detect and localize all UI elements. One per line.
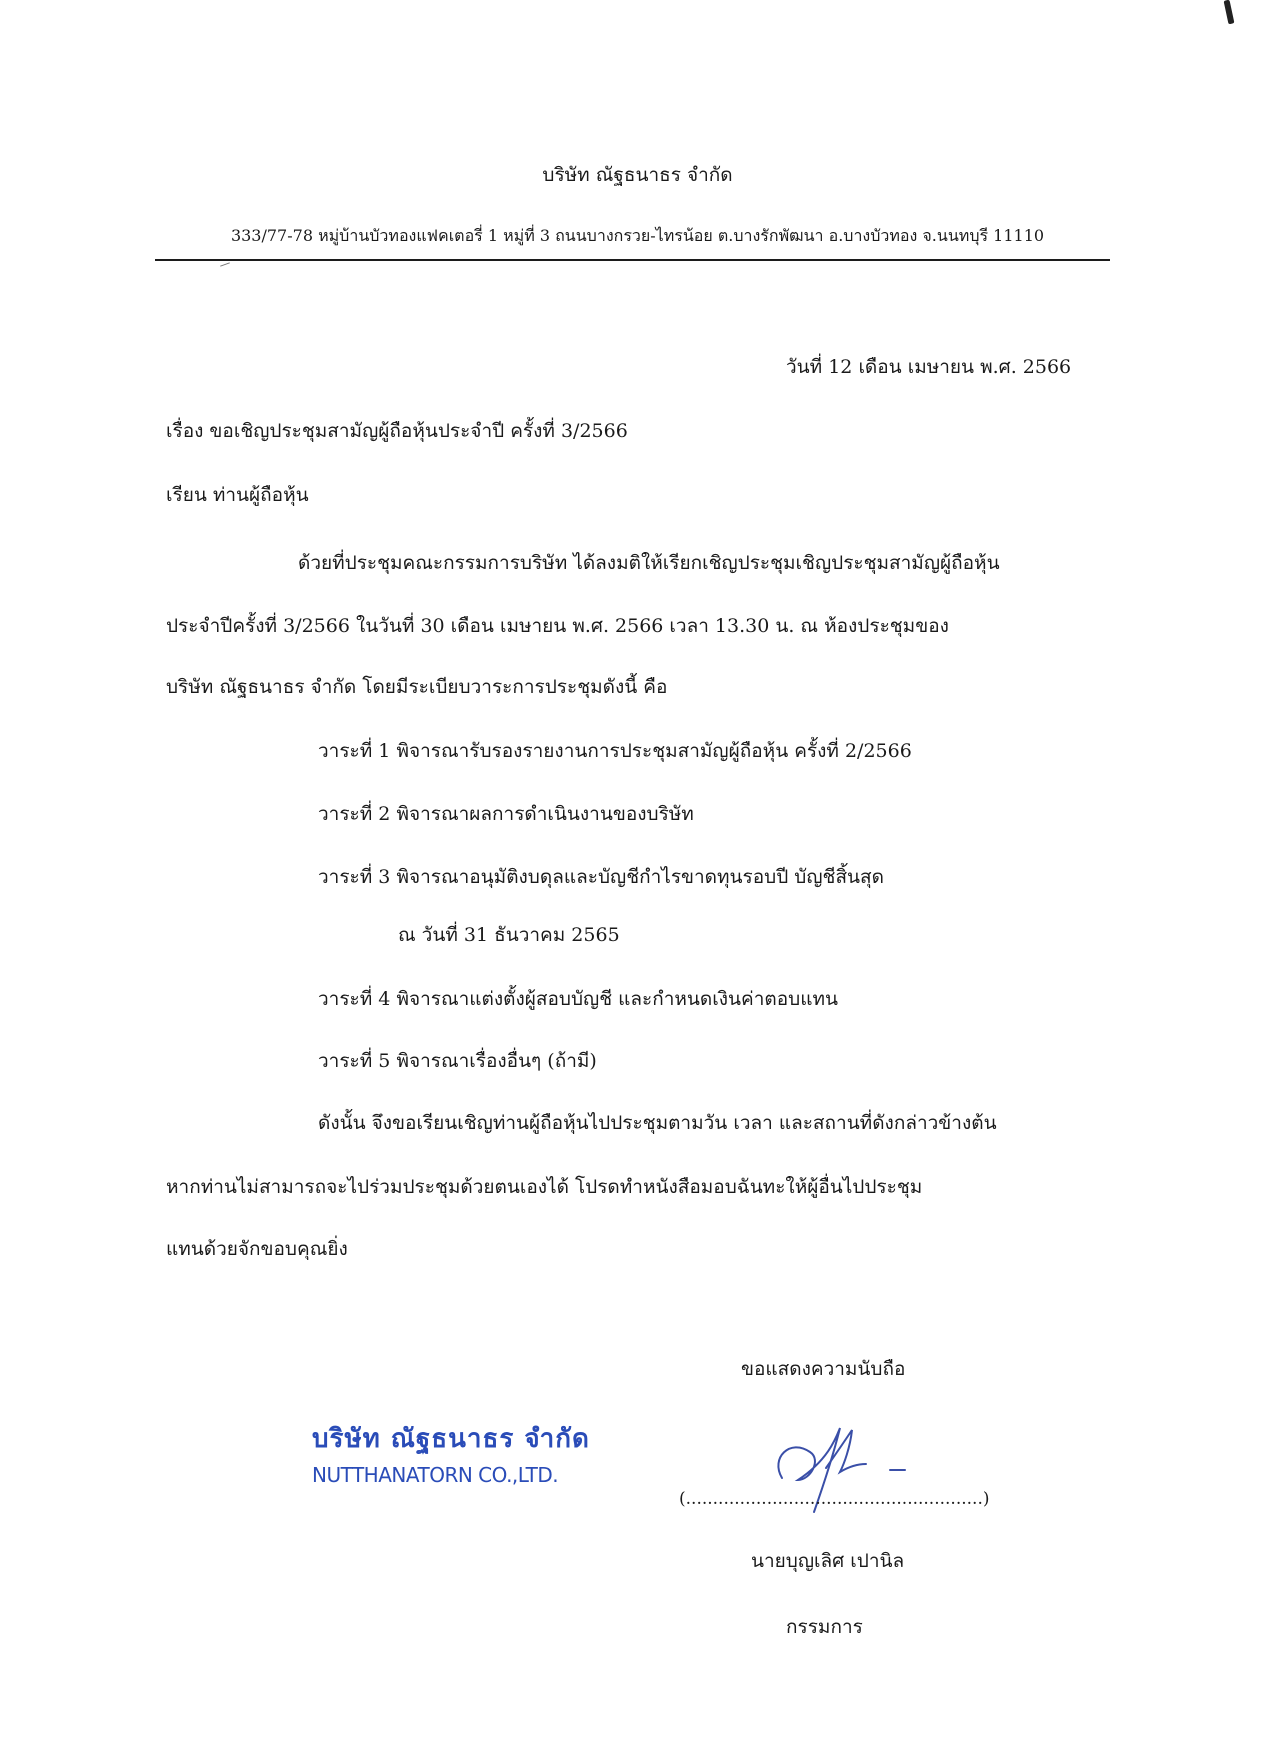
stamp-english-name: NUTTHANATORN CO.,LTD. (312, 1463, 559, 1487)
agenda-item-3-continuation: ณ วันที่ 31 ธันวาคม 2565 (398, 924, 620, 946)
scan-artifact-tick (220, 262, 230, 266)
letter-date: วันที่ 12 เดือน เมษายน พ.ศ. 2566 (786, 356, 1072, 378)
body-line-3: บริษัท ณัฐธนาธร จำกัด โดยมีระเบียบวาระการประชุมดังนี้ คือ (166, 676, 668, 698)
body-line-1: ด้วยที่ประชุมคณะกรรมการบริษัท ได้ลงมติให้เรียกเชิญประชุมเชิญประชุมสามัญผู้ถือหุ้น (298, 552, 1000, 574)
closing-line-1: ดังนั้น จึงขอเรียนเชิญท่านผู้ถือหุ้นไปประชุมตามวัน เวลา และสถานที่ดังกล่าวข้างต้น (318, 1112, 997, 1134)
agenda-item-1: วาระที่ 1 พิจารณารับรองรายงานการประชุมสามัญผู้ถือหุ้น ครั้งที่ 2/2566 (318, 740, 912, 762)
stamp-thai-name: บริษัท ณัฐธนาธร จำกัด (312, 1424, 590, 1454)
header-divider (155, 259, 1110, 261)
agenda-item-2: วาระที่ 2 พิจารณาผลการดำเนินงานของบริษัท (318, 803, 694, 825)
agenda-item-3: วาระที่ 3 พิจารณาอนุมัติงบดุลและบัญชีกำไรขาดทุนรอบปี บัญชีสิ้นสุด (318, 866, 884, 888)
body-line-2: ประจำปีครั้งที่ 3/2566 ในวันที่ 30 เดือน เมษายน พ.ศ. 2566 เวลา 13.30 น. ณ ห้องประชุมของ (166, 615, 949, 637)
letter-subject: เรื่อง ขอเชิญประชุมสามัญผู้ถือหุ้นประจำปี ครั้งที่ 3/2566 (166, 420, 628, 442)
company-name-header: บริษัท ณัฐธนาธร จำกัด (542, 164, 733, 186)
regards-text: ขอแสดงความนับถือ (741, 1358, 906, 1380)
closing-line-3: แทนด้วยจักขอบคุณยิ่ง (166, 1238, 348, 1260)
letter-recipient: เรียน ท่านผู้ถือหุ้น (166, 484, 309, 506)
signer-name: นายบุญเลิศ เปานิล (751, 1550, 905, 1572)
company-stamp (312, 1418, 590, 1487)
signature-stroke-mid (826, 1430, 866, 1472)
scan-artifact-mark (1224, 0, 1235, 24)
company-address: 333/77-78 หมู่บ้านบัวทองแฟคเตอรี่ 1 หมู่ที่ 3 ถนนบางกรวย-ไทรน้อย ต.บางรักพัฒนา อ.บางบัวทอง จ.นนทบุรี 11110 (230, 226, 1045, 245)
signature-line: (.......................................................) (679, 1489, 990, 1509)
agenda-item-4: วาระที่ 4 พิจารณาแต่งตั้งผู้สอบบัญชี และกำหนดเงินค่าตอบแทน (318, 988, 838, 1010)
agenda-item-5: วาระที่ 5 พิจารณาเรื่องอื่นๆ (ถ้ามี) (318, 1050, 597, 1072)
signer-title: กรรมการ (786, 1616, 863, 1638)
closing-line-2: หากท่านไม่สามารถจะไปร่วมประชุมด้วยตนเองได้ โปรดทำหนังสือมอบฉันทะให้ผู้อื่นไปประชุม (166, 1176, 923, 1198)
